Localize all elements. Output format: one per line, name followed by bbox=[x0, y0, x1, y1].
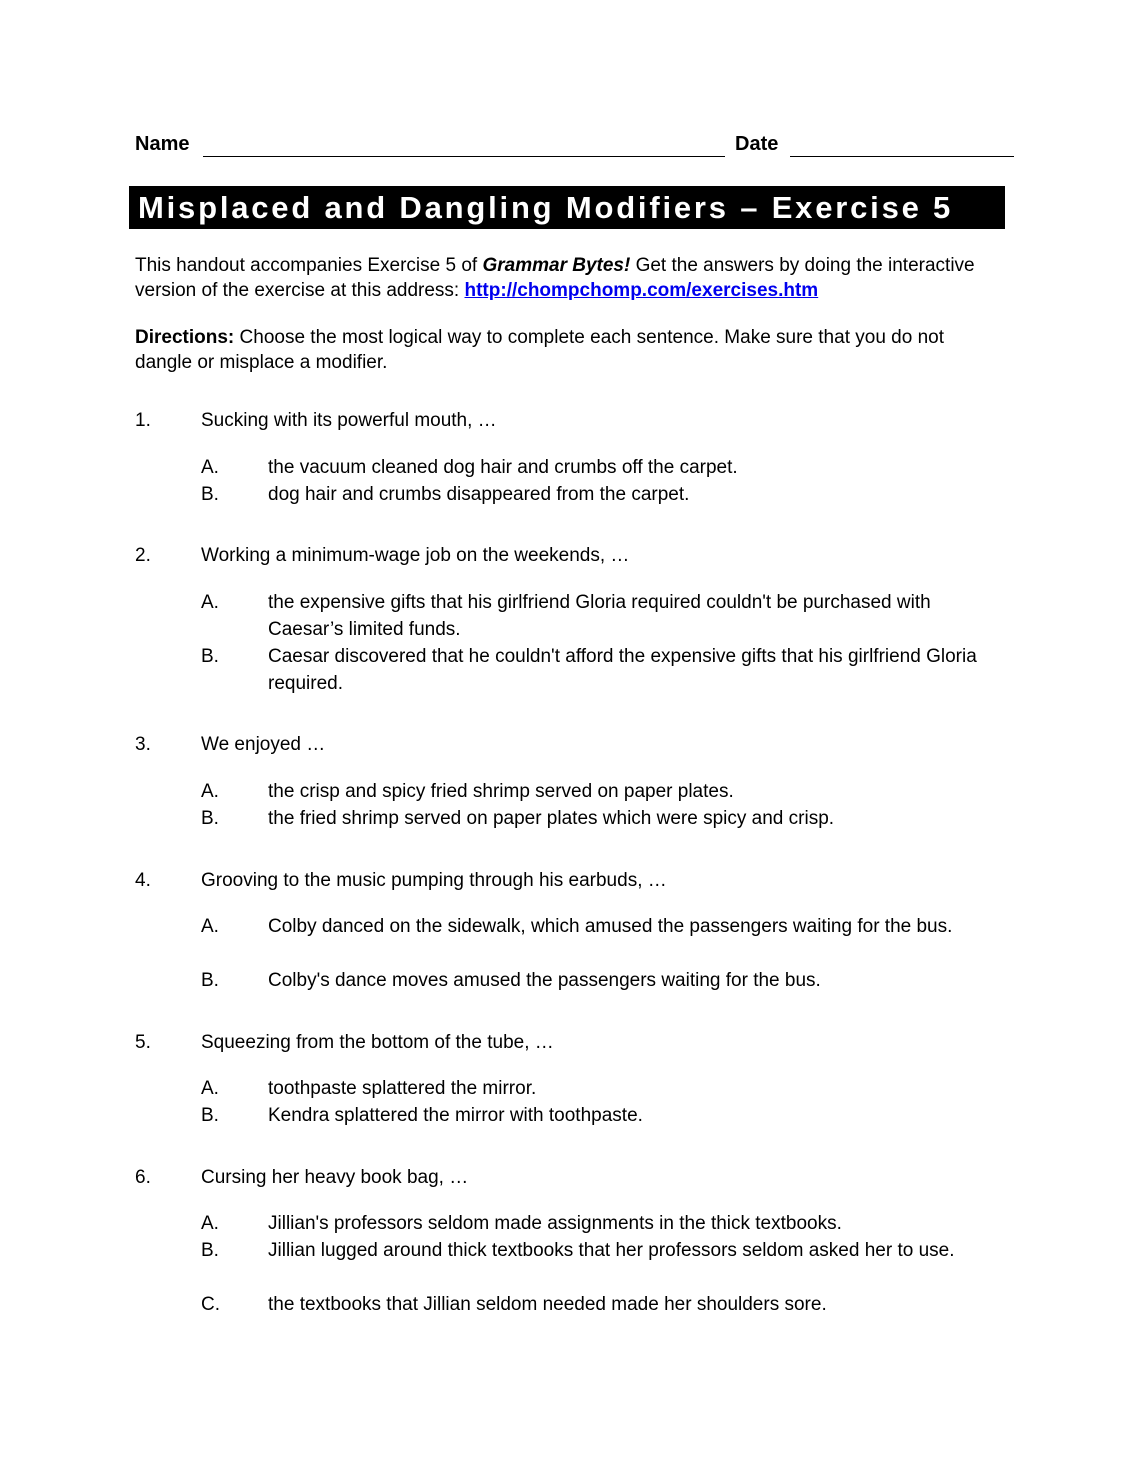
option-text: Kendra splattered the mirror with toothpaste. bbox=[268, 1105, 643, 1126]
option-text: the fried shrimp served on paper plates which were spicy and crisp. bbox=[268, 808, 835, 829]
question-prompt: We enjoyed … bbox=[201, 734, 326, 755]
option-letter: B. bbox=[201, 646, 219, 667]
option-text: Jillian's professors seldom made assignments in the thick textbooks. bbox=[268, 1213, 842, 1234]
directions-text: Choose the most logical way to complete each sentence. Make sure that you do not dangle or misplace a modifier. bbox=[135, 327, 944, 373]
question-prompt: Squeezing from the bottom of the tube, … bbox=[201, 1032, 554, 1053]
intro-paragraph bbox=[135, 254, 995, 303]
option-letter: A. bbox=[201, 916, 219, 937]
directions-paragraph bbox=[135, 326, 995, 375]
intro-text-before: This handout accompanies Exercise 5 of bbox=[135, 255, 483, 276]
exercises-link[interactable]: http://chompchomp.com/exercises.htm bbox=[464, 279, 819, 301]
question-prompt: Grooving to the music pumping through his earbuds, … bbox=[201, 870, 667, 891]
question-number: 3. bbox=[135, 734, 151, 755]
option-text: dog hair and crumbs disappeared from the carpet. bbox=[268, 484, 690, 505]
date-blank-line bbox=[790, 156, 1014, 157]
option-letter: B. bbox=[201, 1105, 219, 1126]
question-prompt: Working a minimum-wage job on the weekends, … bbox=[201, 545, 630, 566]
question-prompt: Cursing her heavy book bag, … bbox=[201, 1167, 469, 1188]
question-number: 4. bbox=[135, 870, 151, 891]
option-text: Caesar discovered that he couldn't afford the expensive gifts that his girlfriend Gloria required. bbox=[268, 646, 977, 694]
option-letter: B. bbox=[201, 1240, 219, 1261]
directions-label: Directions: bbox=[135, 327, 235, 348]
question-number: 2. bbox=[135, 545, 151, 566]
option-text: toothpaste splattered the mirror. bbox=[268, 1078, 537, 1099]
option-letter: A. bbox=[201, 592, 219, 613]
option-letter: A. bbox=[201, 1078, 219, 1099]
page-title: Misplaced and Dangling Modifiers – Exercise 5 bbox=[129, 186, 1005, 229]
option-text: the crisp and spicy fried shrimp served on paper plates. bbox=[268, 781, 734, 802]
option-text: Jillian lugged around thick textbooks that her professors seldom asked her to use. bbox=[268, 1240, 955, 1261]
date-label: Date bbox=[735, 133, 779, 155]
option-letter: C. bbox=[201, 1294, 220, 1315]
grammar-bytes-brand: Grammar Bytes! bbox=[482, 255, 631, 276]
option-text: the expensive gifts that his girlfriend Gloria required couldn't be purchased with Caesar’s limited funds. bbox=[268, 592, 931, 640]
option-text: the vacuum cleaned dog hair and crumbs off the carpet. bbox=[268, 457, 738, 478]
option-letter: B. bbox=[201, 970, 219, 991]
option-text: Colby danced on the sidewalk, which amused the passengers waiting for the bus. bbox=[268, 916, 953, 937]
name-blank-line bbox=[203, 156, 725, 157]
question-number: 5. bbox=[135, 1032, 151, 1053]
name-label: Name bbox=[135, 133, 190, 155]
intro-text-after: Get the answers by doing the interactive version of the exercise at this address: bbox=[135, 255, 975, 301]
option-letter: B. bbox=[201, 484, 219, 505]
option-letter: A. bbox=[201, 457, 219, 478]
question-number: 6. bbox=[135, 1167, 151, 1188]
question-prompt: Sucking with its powerful mouth, … bbox=[201, 410, 497, 431]
option-letter: A. bbox=[201, 781, 219, 802]
option-text: Colby's dance moves amused the passengers waiting for the bus. bbox=[268, 970, 821, 991]
question-number: 1. bbox=[135, 410, 151, 431]
option-letter: B. bbox=[201, 808, 219, 829]
option-letter: A. bbox=[201, 1213, 219, 1234]
option-text: the textbooks that Jillian seldom needed made her shoulders sore. bbox=[268, 1294, 827, 1315]
